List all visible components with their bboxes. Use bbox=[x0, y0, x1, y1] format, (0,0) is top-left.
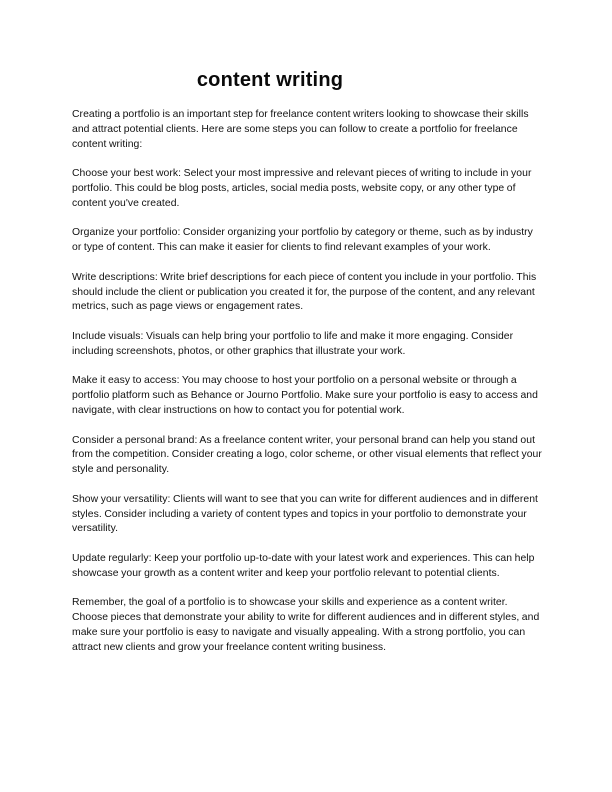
document-body bbox=[72, 108, 542, 655]
paragraph-organize: Organize your portfolio: Consider organizing your portfolio by category or theme, such as by industry or type of content. This can make it easier for clients to find relevant examples of your work. bbox=[72, 227, 533, 254]
paragraph-versatility: Show your versatility: Clients will want to see that you can write for different audiences and in different styles. Consider including a variety of content types and topics in your portfolio to demonstrate your versatility. bbox=[72, 493, 538, 535]
paragraph-best-work: Choose your best work: Select your most impressive and relevant pieces of writing to include in your portfolio. This could be blog posts, articles, social media posts, website copy, or any other type of content you've created. bbox=[72, 168, 532, 209]
paragraph-visuals: Include visuals: Visuals can help bring your portfolio to life and make it more engaging. Consider including screenshots, photos, or other graphics that illustrate your work. bbox=[72, 330, 514, 357]
paragraph-brand: Consider a personal brand: As a freelance content writer, your personal brand can help you stand out from the competition. Consider creating a logo, color scheme, or other visual elements that reflect your style and personality. bbox=[72, 434, 542, 476]
paragraph-intro: Creating a portfolio is an important step for freelance content writers looking to showcase their skills and attract potential clients. Here are some steps you can follow to create a portfolio for freelance content writing: bbox=[72, 109, 529, 150]
document-title: content writing bbox=[196, 69, 344, 91]
paragraph-update: Update regularly: Keep your portfolio up-to-date with your latest work and experiences. This can help showcase your growth as a content writer and keep your portfolio relevant to potential clients. bbox=[72, 552, 535, 579]
paragraph-closing: Remember, the goal of a portfolio is to showcase your skills and experience as a content writer. Choose pieces that demonstrate your ability to write for different audiences and in different styles, and make sure your portfolio is easy to navigate and visually appealing. With a strong portfolio, you can attract new clients and grow your freelance content writing business. bbox=[72, 597, 540, 653]
paragraph-descriptions: Write descriptions: Write brief descriptions for each piece of content you include in your portfolio. This should include the client or publication you created it for, the purpose of the content, and any relevant metrics, such as page views or engagement rates. bbox=[72, 271, 537, 313]
paragraph-access: Make it easy to access: You may choose to host your portfolio on a personal website or through a portfolio platform such as Behance or Journo Portfolio. Make sure your portfolio is easy to access and navigate, with clear instructions on how to contact you for potential work. bbox=[72, 375, 538, 416]
